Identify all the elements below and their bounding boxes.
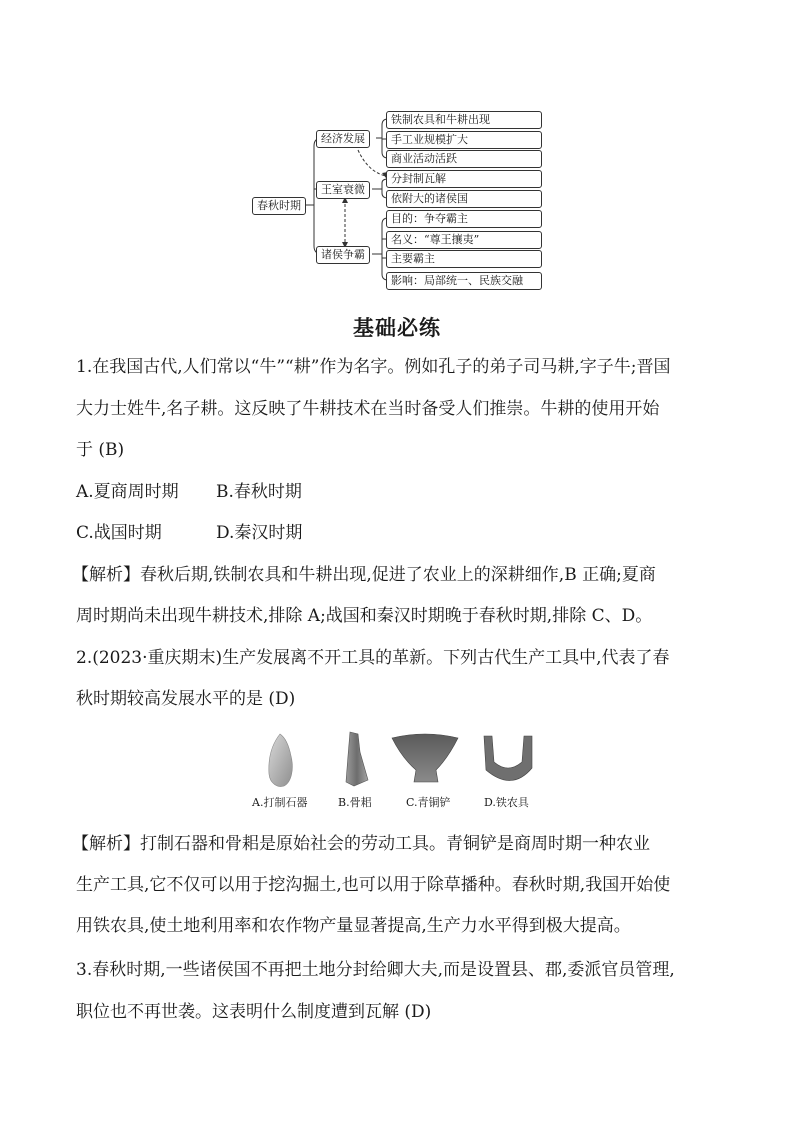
caption-d: D.铁农具: [484, 796, 529, 809]
analysis-tag: 【解析】: [72, 834, 140, 854]
q2-stem-line: 2.(2023·重庆期末)生产发展离不开工具的革新。下列古代生产工具中,代表了春: [76, 648, 670, 668]
mindmap-root: 春秋时期: [252, 197, 306, 215]
section-title: 基础必练: [353, 316, 441, 340]
mindmap-branch-royal-decline: 王室衰微: [316, 181, 370, 199]
iron-tool-image: [484, 736, 532, 781]
q1-option-c: C.战国时期: [76, 523, 162, 543]
analysis-tag: 【解析】: [72, 565, 140, 585]
analysis-text: 打制石器和骨耜是原始社会的劳动工具。青铜铲是商周时期一种农业: [140, 834, 650, 854]
bronze-shovel-image: [392, 734, 458, 782]
q1-option-b: B.春秋时期: [216, 482, 302, 502]
caption-c: C.青铜铲: [406, 796, 451, 809]
analysis-text: 春秋后期,铁制农具和牛耕出现,促进了农业上的深耕细作,B 正确;夏商: [140, 565, 656, 585]
mindmap-item: 主要霸主: [386, 250, 542, 268]
q2-analysis-line: [72, 832, 650, 856]
mindmap-item: 铁制农具和牛耕出现: [386, 111, 542, 129]
caption-b: B.骨耜: [338, 796, 372, 809]
mindmap-item: 商业活动活跃: [386, 150, 542, 168]
q1-analysis-line: 周时期尚未出现牛耕技术,排除 A;战国和秦汉时期晚于春秋时期,排除 C、D。: [76, 606, 653, 626]
mindmap-item: 名义：“尊王攘夷”: [386, 231, 542, 249]
q3-stem-line: 3.春秋时期,一些诸侯国不再把土地分封给卿大夫,而是设置县、郡,委派官员管理,: [76, 960, 675, 980]
bone-spade-image: [346, 732, 368, 786]
tools-figure: [250, 728, 550, 790]
mindmap-item: 手工业规模扩大: [386, 131, 542, 149]
caption-a: A.打制石器: [252, 796, 308, 809]
q2-stem-line: 秋时期较高发展水平的是 (D): [76, 689, 296, 709]
mindmap-item: 依附大的诸侯国: [386, 190, 542, 208]
q1-stem-line: 1.在我国古代,人们常以“牛”“耕”作为名字。例如孔子的弟子司马耕,字子牛;晋国: [76, 357, 671, 377]
q1-analysis-line: [72, 563, 656, 587]
chipped-stone-tool-image: [269, 734, 292, 787]
mindmap-item: 影响：局部统一、民族交融: [386, 272, 542, 290]
q1-stem-line: 于 (B): [76, 440, 125, 460]
q3-stem-line: 职位也不再世袭。这表明什么制度遭到瓦解 (D): [76, 1002, 432, 1022]
q2-analysis-line: 用铁农具,使土地利用率和农作物产量显著提高,生产力水平得到极大提高。: [76, 916, 631, 936]
mindmap-item: 分封制瓦解: [386, 170, 542, 188]
q1-option-d: D.秦汉时期: [216, 523, 303, 543]
mindmap-branch-hegemony: 诸侯争霸: [316, 246, 370, 264]
mindmap-branch-economy: 经济发展: [316, 130, 370, 148]
mindmap-item: 目的：争夺霸主: [386, 210, 542, 228]
q2-analysis-line: 生产工具,它不仅可以用于挖沟掘土,也可以用于除草播种。春秋时期,我国开始使: [76, 875, 671, 895]
q1-option-a: A.夏商周时期: [76, 482, 179, 502]
q1-stem-line: 大力士姓牛,名子耕。这反映了牛耕技术在当时备受人们推崇。牛耕的使用开始: [76, 399, 660, 419]
